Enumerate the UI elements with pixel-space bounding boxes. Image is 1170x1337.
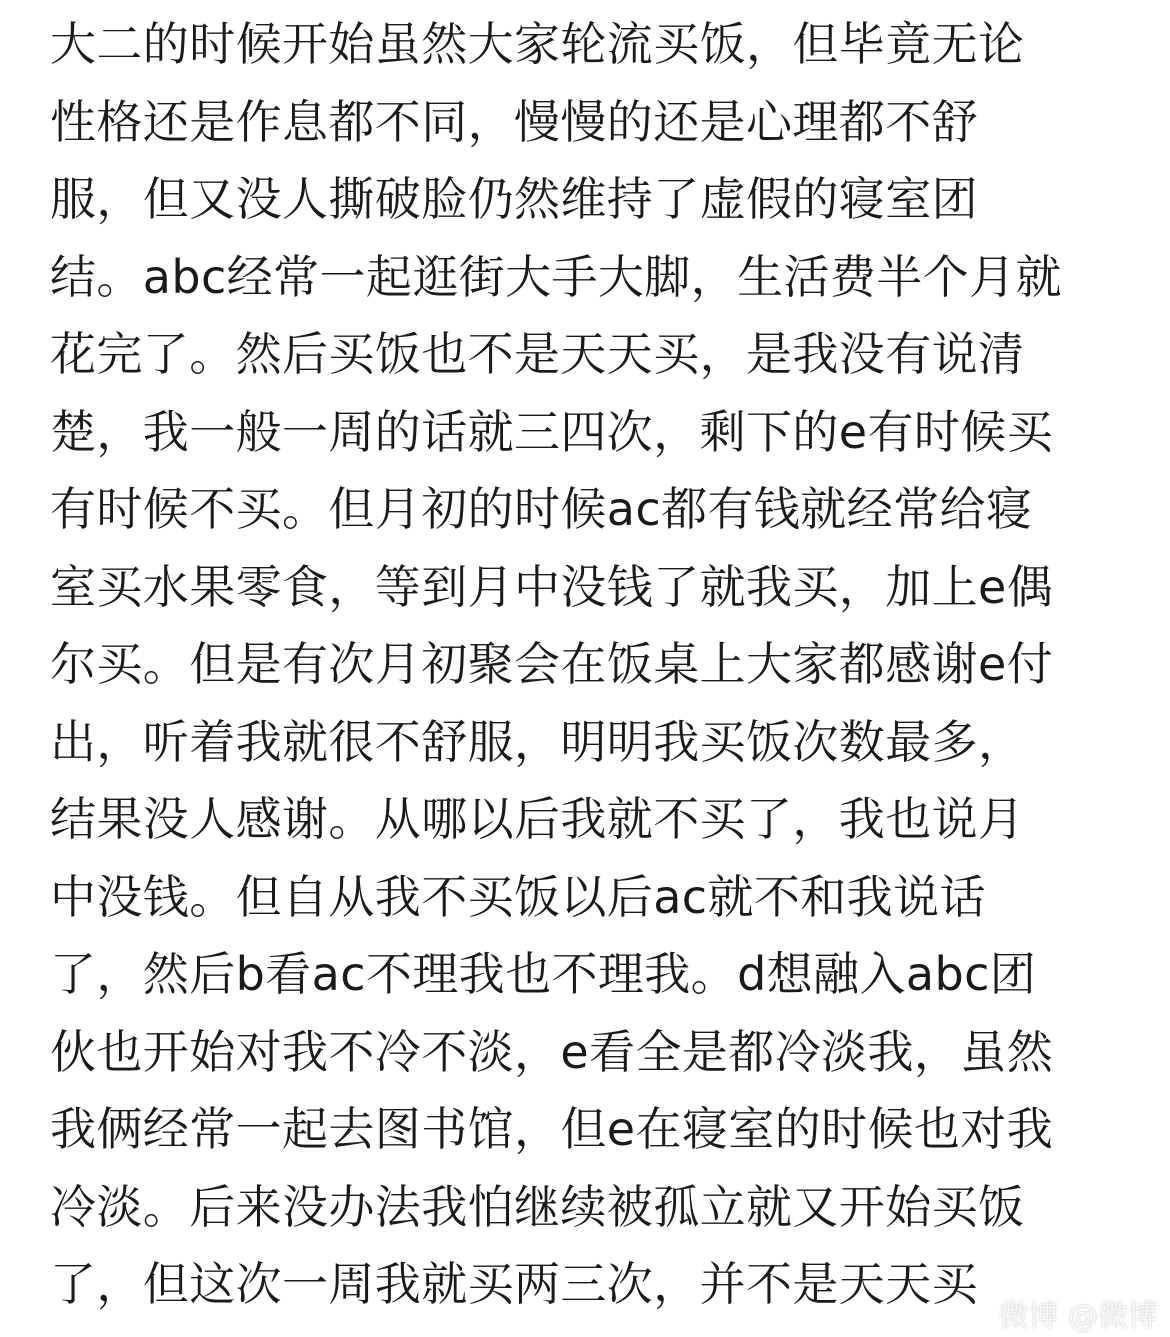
text-line: 大二的时候开始虽然大家轮流买饭，但毕竟无论 xyxy=(50,17,1025,71)
text-line: 性格还是作息都不同，慢慢的还是心理都不舒 xyxy=(50,94,978,149)
watermark: 微博 @微博 xyxy=(998,1299,1158,1334)
text-line: 花完了。然后买饭也不是天天买，是我没有说清 xyxy=(50,327,1025,381)
text-line: 了，但这次一周我就买两三次，并不是天天买 xyxy=(50,1257,978,1311)
text-line: 冷淡。后来没办法我怕继续被孤立就又开始买饭 xyxy=(50,1179,1025,1234)
text-line: 了，然后b看ac不理我也不理我。d想融入abc团 xyxy=(50,947,1037,1001)
text-line: 出，听着我就很不舒服，明明我买饭次数最多， xyxy=(50,714,1025,769)
text-line: 楚，我一般一周的话就三四次，剩下的e有时候买 xyxy=(50,404,1054,459)
text-line: 伙也开始对我不冷不淡，e看全是都冷淡我，虽然 xyxy=(50,1024,1054,1079)
post-body xyxy=(50,6,1150,1324)
text-line: 结。abc经常一起逛街大手大脚，生活费半个月就 xyxy=(50,249,1062,304)
text-line: 尔买。但是有次月初聚会在饭桌上大家都感谢e付 xyxy=(50,637,1054,691)
text-line: 结果没人感谢。从哪以后我就不买了，我也说月 xyxy=(50,792,1025,846)
text-line: 中没钱。但自从我不买饭以后ac就不和我说话 xyxy=(50,869,986,924)
text-line: 室买水果零食，等到月中没钱了就我买，加上e偶 xyxy=(50,559,1054,614)
text-line: 服，但又没人撕破脸仍然维持了虚假的寝室团 xyxy=(50,172,978,226)
text-line: 有时候不买。但月初的时候ac都有钱就经常给寝 xyxy=(50,482,1033,536)
text-line: 我俩经常一起去图书馆，但e在寝室的时候也对我 xyxy=(50,1102,1054,1156)
